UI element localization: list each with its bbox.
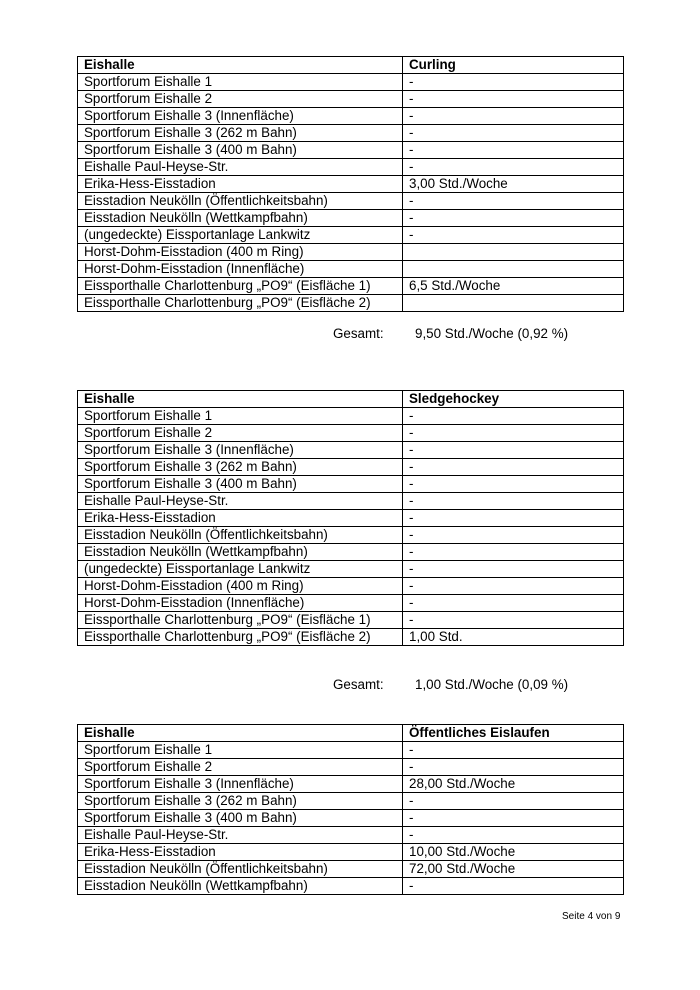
table-row <box>78 125 624 142</box>
venue-cell: Horst-Dohm-Eisstadion (Innenfläche) <box>78 595 403 612</box>
table-row <box>78 561 624 578</box>
table-row <box>78 793 624 810</box>
venue-cell: Eisstadion Neukölln (Öffentlichkeitsbahn) <box>78 861 403 878</box>
table-row <box>78 244 624 261</box>
page-number: Seite 4 von 9 <box>562 911 621 922</box>
table-row <box>78 742 624 759</box>
table-row <box>78 227 624 244</box>
hours-cell: - <box>403 544 624 561</box>
hours-cell <box>403 261 624 278</box>
column-header-eishalle: Eishalle <box>78 725 403 742</box>
table-row <box>78 91 624 108</box>
hours-cell: - <box>403 159 624 176</box>
hours-cell: 6,5 Std./Woche <box>403 278 624 295</box>
table-row <box>78 261 624 278</box>
venue-cell: Sportforum Eishalle 3 (400 m Bahn) <box>78 810 403 827</box>
table-row <box>78 878 624 895</box>
venue-cell: Eisstadion Neukölln (Öffentlichkeitsbahn) <box>78 527 403 544</box>
hours-cell: 3,00 Std./Woche <box>403 176 624 193</box>
venue-cell: Sportforum Eishalle 1 <box>78 742 403 759</box>
venue-cell: Sportforum Eishalle 2 <box>78 91 403 108</box>
table-row <box>78 176 624 193</box>
hours-cell: - <box>403 142 624 159</box>
venue-cell: Sportforum Eishalle 3 (262 m Bahn) <box>78 125 403 142</box>
table-row <box>78 295 624 312</box>
venue-cell: Sportforum Eishalle 3 (Innenfläche) <box>78 776 403 793</box>
table-row <box>78 612 624 629</box>
total-value: 1,00 Std./Woche (0,09 %) <box>415 677 569 692</box>
hours-cell <box>403 295 624 312</box>
table-row <box>78 759 624 776</box>
hours-cell: - <box>403 527 624 544</box>
total-label: Gesamt: <box>333 326 384 341</box>
hours-cell <box>403 244 624 261</box>
venue-cell: Sportforum Eishalle 3 (262 m Bahn) <box>78 459 403 476</box>
venue-cell: (ungedeckte) Eissportanlage Lankwitz <box>78 561 403 578</box>
column-header-activity: Curling <box>403 57 624 74</box>
column-header-eishalle: Eishalle <box>78 391 403 408</box>
table-row <box>78 425 624 442</box>
table-row <box>78 74 624 91</box>
venue-cell: Eissporthalle Charlottenburg „PO9“ (Eisfläche 2) <box>78 629 403 646</box>
hours-cell: - <box>403 510 624 527</box>
total-value: 9,50 Std./Woche (0,92 %) <box>415 326 569 341</box>
venue-cell: Horst-Dohm-Eisstadion (400 m Ring) <box>78 578 403 595</box>
table-row <box>78 493 624 510</box>
hours-cell: - <box>403 578 624 595</box>
hours-cell: - <box>403 476 624 493</box>
table-row <box>78 193 624 210</box>
hours-cell: - <box>403 561 624 578</box>
venue-cell: Erika-Hess-Eisstadion <box>78 844 403 861</box>
sledgehockey-table <box>77 390 624 646</box>
curling-table <box>77 56 624 312</box>
hours-cell: - <box>403 108 624 125</box>
venue-cell: Erika-Hess-Eisstadion <box>78 510 403 527</box>
hours-cell: - <box>403 612 624 629</box>
table-row <box>78 595 624 612</box>
hours-cell: 1,00 Std. <box>403 629 624 646</box>
venue-cell: Eisstadion Neukölln (Wettkampfbahn) <box>78 878 403 895</box>
table-row <box>78 776 624 793</box>
hours-cell: - <box>403 742 624 759</box>
table-row <box>78 278 624 295</box>
venue-cell: Eisstadion Neukölln (Öffentlichkeitsbahn) <box>78 193 403 210</box>
venue-cell: Eissporthalle Charlottenburg „PO9“ (Eisfläche 1) <box>78 278 403 295</box>
venue-cell: Eishalle Paul-Heyse-Str. <box>78 159 403 176</box>
venue-cell: Sportforum Eishalle 3 (Innenfläche) <box>78 442 403 459</box>
hours-cell: - <box>403 91 624 108</box>
hours-cell: - <box>403 595 624 612</box>
venue-cell: Eisstadion Neukölln (Wettkampfbahn) <box>78 210 403 227</box>
table-row <box>78 142 624 159</box>
venue-cell: Horst-Dohm-Eisstadion (400 m Ring) <box>78 244 403 261</box>
venue-cell: Sportforum Eishalle 3 (262 m Bahn) <box>78 793 403 810</box>
column-header-activity: Öffentliches Eislaufen <box>403 725 624 742</box>
table-row <box>78 476 624 493</box>
venue-cell: (ungedeckte) Eissportanlage Lankwitz <box>78 227 403 244</box>
total-label: Gesamt: <box>333 677 384 692</box>
table-row <box>78 510 624 527</box>
table-row <box>78 578 624 595</box>
hours-cell: - <box>403 408 624 425</box>
hours-cell: 72,00 Std./Woche <box>403 861 624 878</box>
hours-cell: - <box>403 193 624 210</box>
venue-cell: Sportforum Eishalle 3 (400 m Bahn) <box>78 476 403 493</box>
table-row <box>78 844 624 861</box>
table-row <box>78 861 624 878</box>
table-row <box>78 810 624 827</box>
hours-cell: - <box>403 227 624 244</box>
hours-cell: - <box>403 759 624 776</box>
hours-cell: - <box>403 125 624 142</box>
venue-cell: Eissporthalle Charlottenburg „PO9“ (Eisfläche 1) <box>78 612 403 629</box>
table-row <box>78 159 624 176</box>
venue-cell: Sportforum Eishalle 1 <box>78 74 403 91</box>
column-header-activity: Sledgehockey <box>403 391 624 408</box>
oeffentliches-eislaufen-table <box>77 724 624 895</box>
table-row <box>78 629 624 646</box>
hours-cell: - <box>403 442 624 459</box>
hours-cell: - <box>403 793 624 810</box>
table-header-row <box>78 725 624 742</box>
table-header-row <box>78 391 624 408</box>
table-row <box>78 544 624 561</box>
venue-cell: Eishalle Paul-Heyse-Str. <box>78 827 403 844</box>
hours-cell: - <box>403 827 624 844</box>
hours-cell: - <box>403 74 624 91</box>
venue-cell: Eissporthalle Charlottenburg „PO9“ (Eisfläche 2) <box>78 295 403 312</box>
table-row <box>78 527 624 544</box>
table-row <box>78 459 624 476</box>
hours-cell: - <box>403 425 624 442</box>
table-row <box>78 442 624 459</box>
table-row <box>78 827 624 844</box>
hours-cell: - <box>403 878 624 895</box>
hours-cell: - <box>403 210 624 227</box>
table-row <box>78 108 624 125</box>
hours-cell: - <box>403 459 624 476</box>
hours-cell: 10,00 Std./Woche <box>403 844 624 861</box>
table-row <box>78 408 624 425</box>
table-header-row <box>78 57 624 74</box>
column-header-eishalle: Eishalle <box>78 57 403 74</box>
hours-cell: - <box>403 493 624 510</box>
venue-cell: Sportforum Eishalle 3 (Innenfläche) <box>78 108 403 125</box>
table-row <box>78 210 624 227</box>
venue-cell: Erika-Hess-Eisstadion <box>78 176 403 193</box>
venue-cell: Eishalle Paul-Heyse-Str. <box>78 493 403 510</box>
venue-cell: Sportforum Eishalle 2 <box>78 759 403 776</box>
hours-cell: - <box>403 810 624 827</box>
venue-cell: Sportforum Eishalle 2 <box>78 425 403 442</box>
venue-cell: Eisstadion Neukölln (Wettkampfbahn) <box>78 544 403 561</box>
venue-cell: Sportforum Eishalle 1 <box>78 408 403 425</box>
venue-cell: Horst-Dohm-Eisstadion (Innenfläche) <box>78 261 403 278</box>
venue-cell: Sportforum Eishalle 3 (400 m Bahn) <box>78 142 403 159</box>
hours-cell: 28,00 Std./Woche <box>403 776 624 793</box>
